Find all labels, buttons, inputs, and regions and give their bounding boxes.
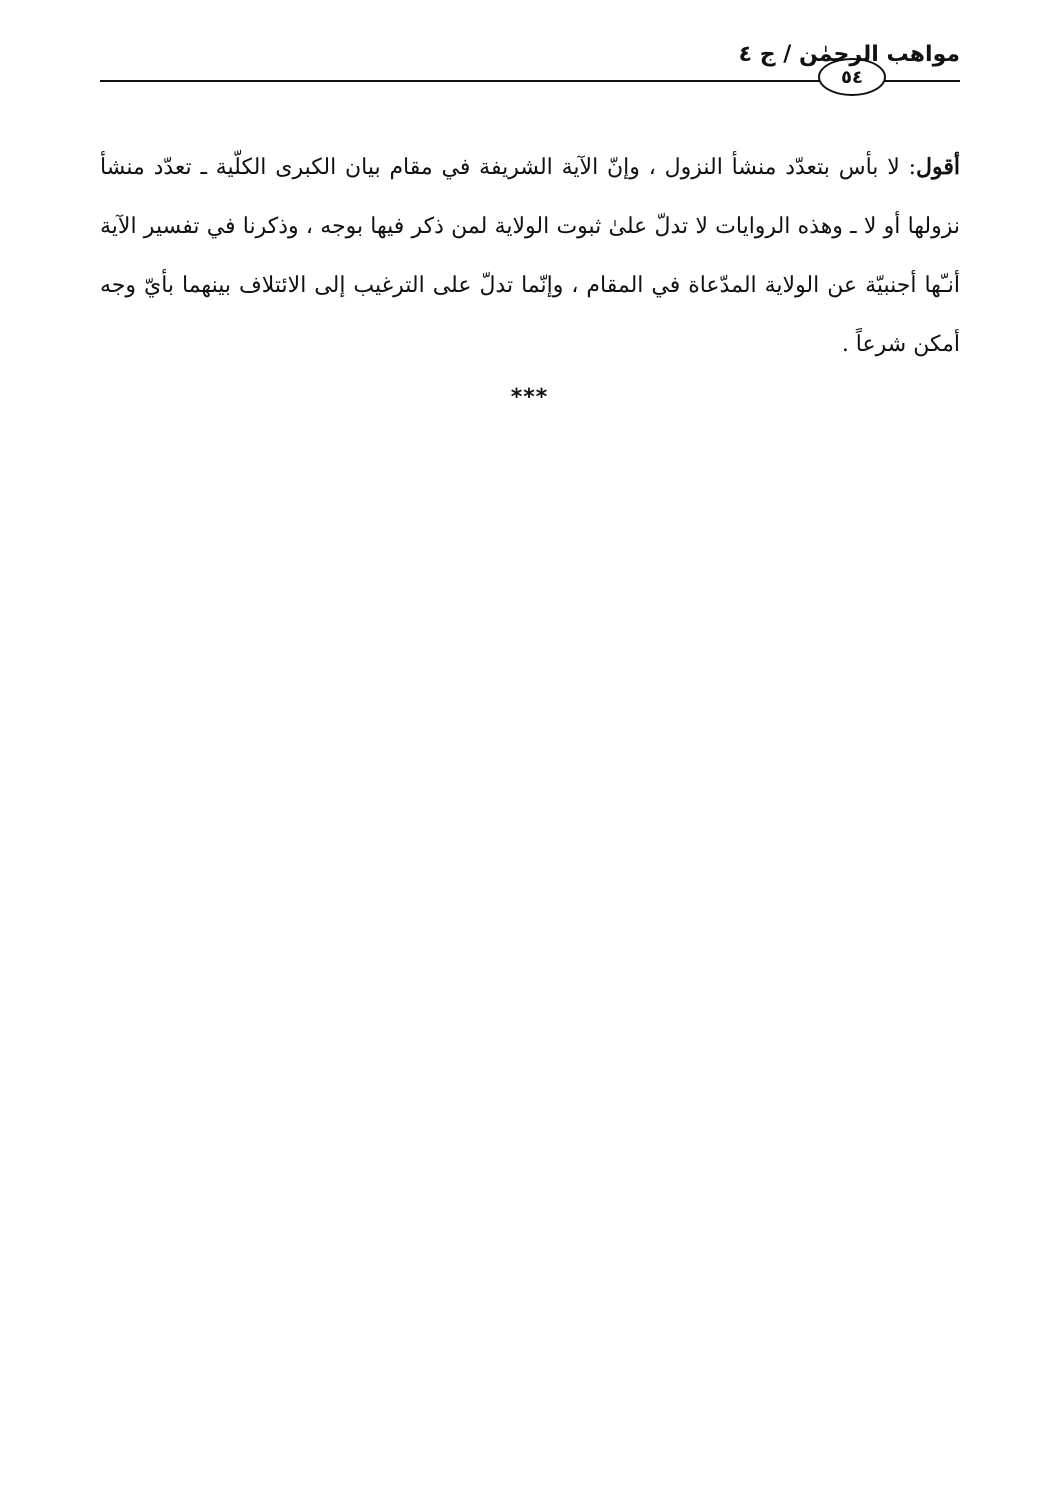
section-separator: *** [510, 385, 549, 410]
running-title: مواهب الرحمٰن / ج ٤ [738, 42, 960, 67]
page-number: ٥٤ [818, 58, 886, 96]
paragraph-lead: أقول [916, 154, 960, 180]
body-paragraph [100, 138, 960, 374]
paragraph-text: : لا بأس بتعدّد منشأ النزول ، وإنّ الآية الشريفة في مقام بيان الكبرى الكلّية ـ تعدّد منشأ نزولها أو لا ـ وهذه الروايات لا تدلّ علىٰ ثبوت الولاية لمن ذكر فيها بوجه ، وذكرنا في تفسير الآية أنـّها أجنبيّة عن الولاية المدّعاة في المقام ، وإنّما تدلّ على الترغيب إلى الائتلاف بينهما بأيّ وجه أمكن شرعاً . [100, 155, 960, 357]
page-header [100, 40, 960, 90]
